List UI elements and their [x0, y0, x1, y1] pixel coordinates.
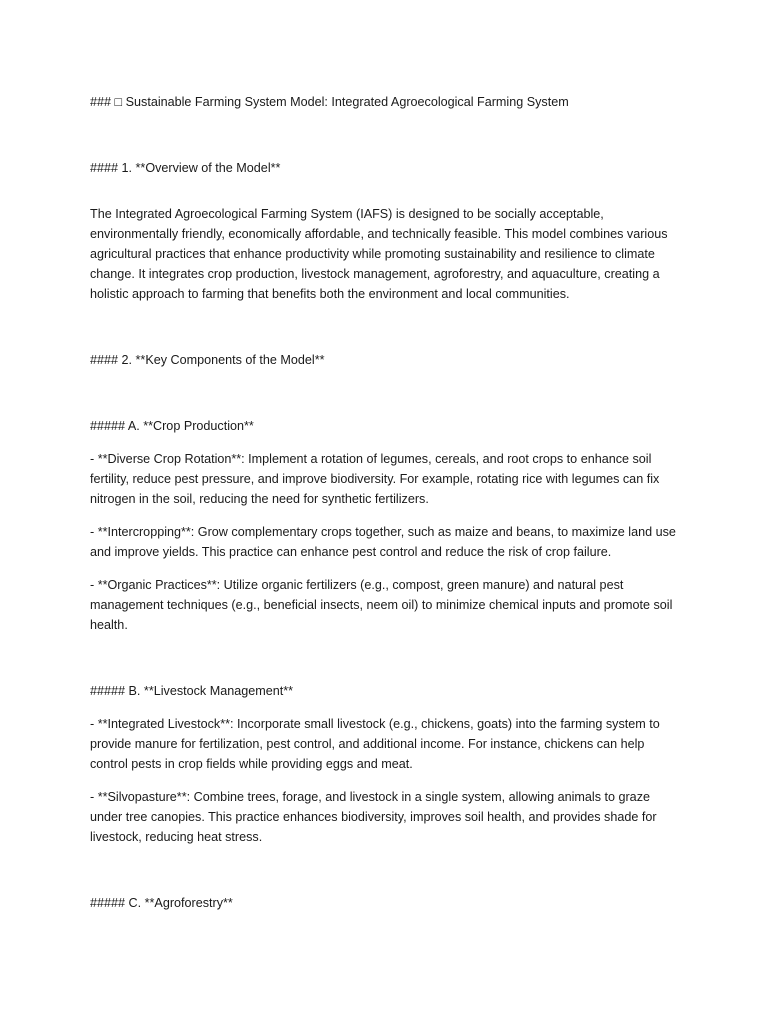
document-title: ### □ Sustainable Farming System Model: Integrated Agroecological Farming System — [90, 95, 569, 109]
bullet-organic-practices: - **Organic Practices**: Utilize organic fertilizers (e.g., compost, green manure) and natural pest management techniques (e.g., beneficial insects, neem oil) to minimize chemical inputs and promote soil health. — [90, 578, 673, 632]
subsection-heading-livestock-management: ##### B. **Livestock Management** — [90, 684, 294, 698]
bullet-diverse-crop-rotation: - **Diverse Crop Rotation**: Implement a rotation of legumes, cereals, and root crops to enhance soil fertility, reduce pest pressure, and improve biodiversity. For example, rotating rice with legumes can fix nitrogen in the soil, reducing the need for synthetic fertilizers. — [90, 452, 660, 506]
section-heading-key-components: #### 2. **Key Components of the Model** — [90, 353, 325, 367]
bullet-integrated-livestock: - **Integrated Livestock**: Incorporate small livestock (e.g., chickens, goats) into the farming system to provide manure for fertilization, pest control, and additional income. For instance, chickens can help control pests in crop fields while providing eggs and meat. — [90, 717, 660, 771]
overview-paragraph: The Integrated Agroecological Farming System (IAFS) is designed to be socially acceptable, environmentally friendly, economically affordable, and technically feasible. This model combines various agricultural practices that enhance productivity while promoting sustainability and resilience to climate change. It integrates crop production, livestock management, agroforestry, and aquaculture, creating a holistic approach to farming that benefits both the environment and local communities. — [90, 207, 668, 301]
bullet-intercropping: - **Intercropping**: Grow complementary crops together, such as maize and beans, to maximize land use and improve yields. This practice can enhance pest control and reduce the risk of crop failure. — [90, 525, 676, 559]
section-heading-overview: #### 1. **Overview of the Model** — [90, 161, 281, 175]
document-body — [90, 92, 680, 926]
subsection-heading-agroforestry: ##### C. **Agroforestry** — [90, 896, 233, 910]
subsection-heading-crop-production: ##### A. **Crop Production** — [90, 419, 254, 433]
bullet-silvopasture: - **Silvopasture**: Combine trees, forage, and livestock in a single system, allowing animals to graze under tree canopies. This practice enhances biodiversity, improves soil health, and provides shade for livestock, reducing heat stress. — [90, 790, 657, 844]
